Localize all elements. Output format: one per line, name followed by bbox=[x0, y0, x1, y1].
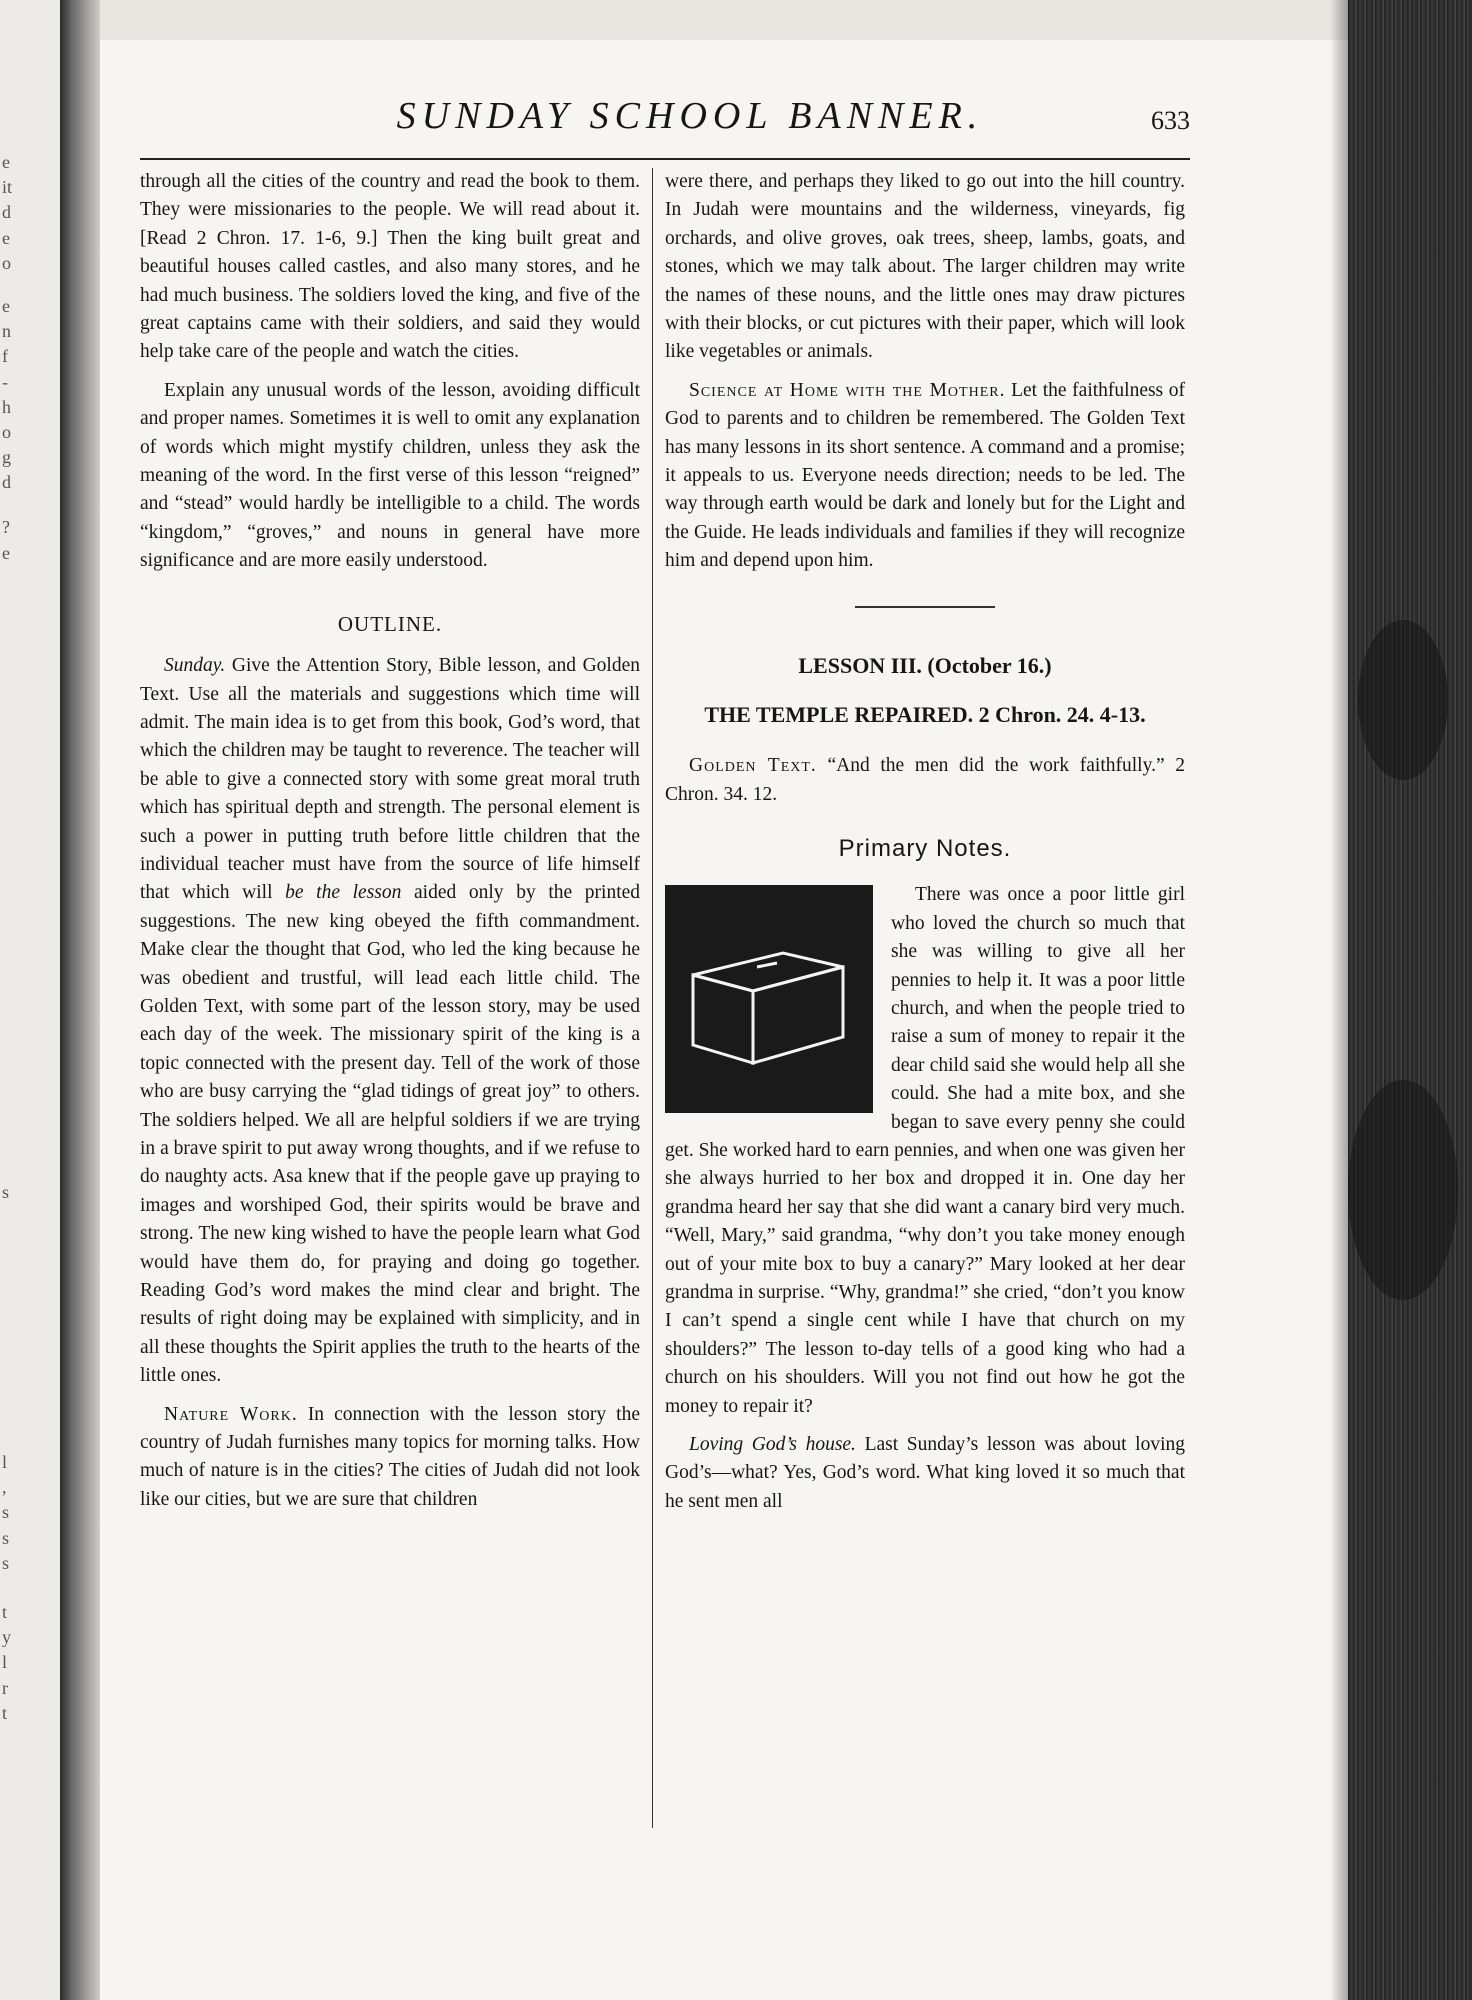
book-page-edges bbox=[1348, 0, 1472, 2000]
golden-text-paragraph bbox=[665, 752, 1185, 809]
lesson-heading: LESSON III. (October 16.) bbox=[798, 652, 1052, 678]
story-paragraph: There was once a poor little girl who loved the church so much that she was willing to give all her pennies to help it. It was a poor little church, and when the people tried to raise a sum of money to repair it the dear child said she would help all she could. She had a mite box, and she began to save every penny she could get. She worked hard to earn pennies, and when one was given her she always hurried to her box and dropped it in. One day her grandma heard her say that she did want a canary bird very much. “Well, Mary,” said grandma, “why don’t you take money enough out of your mite box to buy a canary?” Mary looked at her dear grandma in surprise. “Why, grandma!” she cried, “don’t you know I can’t spend a single cent while I have that church on my shoulders?” The lesson to-day tells of a good king who had a church on his shoulders. Will you not find out how he got the money to repair it? bbox=[665, 884, 1185, 1417]
science-text: Let the faithfulness of God to parents and to children be remembered. The Golden Text has many lessons in its short sentence. A command and a promise; it appeals to us. Everyone needs direction; needs to be led. The way through earth would be dark and lonely but for the Light and the Guide. He leads individuals and families if they will recognize him and depend upon him. bbox=[665, 379, 1186, 572]
loving-text: Last Sunday’s lesson was about loving God’s—what? Yes, God’s word. What king loved it so much that he sent men all bbox=[665, 1434, 1185, 1512]
publication-title: SUNDAY SCHOOL BANNER. bbox=[396, 95, 984, 137]
stain bbox=[1358, 620, 1448, 780]
sunday-paragraph bbox=[140, 652, 640, 1391]
sunday-label: Sunday. bbox=[164, 655, 226, 677]
nature-work-text: In connection with the lesson story the country of Judah furnishes many topics for morning talks. How much of nature is in the cities? The cities of Judah did not look like our cities, but we are sure that children bbox=[140, 1403, 641, 1510]
sunday-text-b: aided only by the printed suggestions. The new king obeyed the fifth commandment. Make clear the thought that God, who led the king because he was obedient and trustful, will lead each little child. The Golden Text, with some part of the lesson story, may be used each day of the week. The missionary spirit of the king is a topic connected with the present day. Tell of the work of those who are busy carrying the “glad tidings of great joy” to others. The soldiers helped. We all are helpful soldiers if we are trying in a brave spirit to put away wrong thoughts, and if we refuse to do naughty acts. Asa knew that if the people gave up praying to images and worshiped God, their spirits would be brave and strong. The new king wished to have the people learn what God would have them do, for praying and doing go together. Reading God’s word makes the mind clear and bright. The results of right doing may be explained with simplicity, and in all these thoughts the Spirit applies the truth to the hearts of the little ones. bbox=[140, 882, 641, 1387]
running-header bbox=[140, 88, 1190, 160]
loving-paragraph bbox=[665, 1431, 1185, 1516]
section-separator bbox=[855, 606, 995, 608]
right-column bbox=[665, 168, 1185, 1526]
lesson-title: THE TEMPLE REPAIRED. 2 Chron. 24. 4-13. bbox=[704, 702, 1146, 728]
sunday-text-a: Give the Attention Story, Bible lesson, and Golden Text. Use all the materials and suggestions which time will admit. The main idea is to get from this book, God’s word, that which the children may be taught to reverence. The teacher will be able to give a connected story with some great moral truth which has spiritual depth and strength. The personal element is such a power in putting truth before little children that the individual teacher must have from the source of life himself that which will bbox=[140, 655, 641, 904]
golden-text-label: Golden Text. bbox=[689, 755, 817, 777]
stain bbox=[1348, 1080, 1458, 1300]
paragraph: through all the cities of the country and read the book to them. They were missionaries to the people. We will read about it. [Read 2 Chron. 17. 1-6, 9.] Then the king built great and beautiful houses called castles, and also many stores, and he had much business. The soldiers loved the king, and five of the great captains came with their soldiers, and said they would help take care of the people and watch the cities. bbox=[140, 171, 640, 363]
paragraph: were there, and perhaps they liked to go out into the hill country. In Judah were mountains and the wilderness, vineyards, fig orchards, and olive groves, oak trees, sheep, lambs, goats, and stones, which we may talk about. The larger children may write the names of these nouns, and the little ones may draw pictures with their blocks, or cut pictures with their paper, which will look like vegetables or animals. bbox=[665, 171, 1185, 363]
left-column bbox=[140, 168, 640, 1524]
paragraph: Explain any unusual words of the lesson, avoiding difficult and proper names. Sometimes it is well to omit any explanation of words which might mystify children, unless they ask the meaning of the word. In the first verse of this lesson “reigned” and “stead” would hardly be intelligible to a child. The words “kingdom,” “groves,” and nouns in general have more significance and are more easily understood. bbox=[140, 379, 640, 572]
page-number: 633 bbox=[1151, 106, 1190, 135]
margin-fragments-2: s bbox=[2, 1182, 10, 1202]
margin-fragments-3: l , s s s t y l r t bbox=[2, 1452, 11, 1723]
column-divider bbox=[652, 168, 653, 1828]
science-label: Science at Home with the Mother. bbox=[689, 379, 1006, 401]
book-gutter bbox=[60, 0, 100, 2000]
golden-text: “And the men did the work faithfully.” 2 Chron. 34. 12. bbox=[665, 755, 1186, 805]
science-paragraph bbox=[665, 377, 1185, 576]
nature-work-paragraph bbox=[140, 1401, 640, 1515]
sunday-emphasis: be the lesson bbox=[285, 882, 402, 904]
box-drawing-icon bbox=[665, 885, 873, 1113]
loving-label: Loving God’s house. bbox=[689, 1434, 856, 1456]
primary-notes-heading: Primary Notes. bbox=[838, 834, 1012, 862]
margin-fragments: e it d e o e n f - h o g d ? e bbox=[2, 152, 13, 563]
nature-work-label: Nature Work. bbox=[164, 1403, 298, 1425]
outline-heading: OUTLINE. bbox=[337, 611, 443, 636]
mite-box-illustration bbox=[665, 885, 873, 1113]
